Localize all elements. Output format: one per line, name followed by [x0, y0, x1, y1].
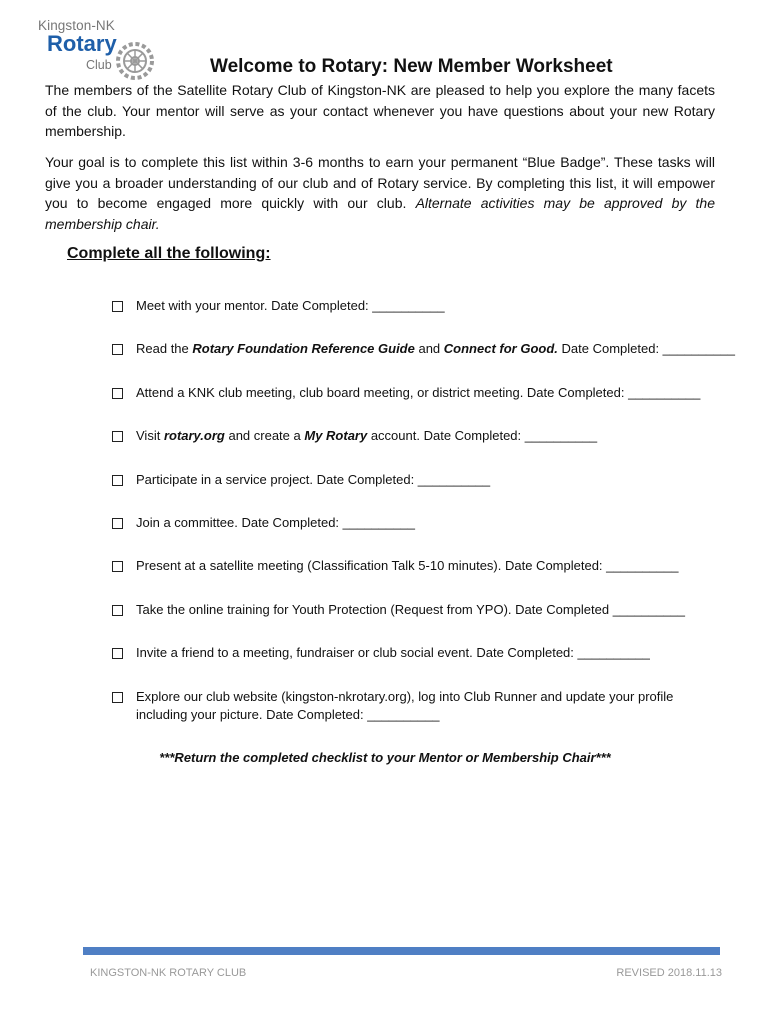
section-heading: Complete all the following: — [67, 245, 271, 262]
item-text: Visit — [136, 428, 164, 444]
checklist-item-classification — [112, 557, 712, 575]
item-text-bold: Connect for Good. — [443, 341, 558, 357]
item-text: and create a — [224, 428, 305, 444]
checkbox[interactable] — [112, 431, 123, 442]
item-text: Participate in a service project. Date Completed: __________ — [136, 471, 491, 487]
item-text: Date Completed: __________ — [557, 341, 735, 357]
item-text-bold: rotary.org — [163, 428, 225, 444]
item-text: Take the online training for Youth Protection (Request from YPO). Date Completed __________ — [136, 601, 685, 617]
item-text-bold: Rotary Foundation Reference Guide — [192, 341, 415, 357]
page-title: Welcome to Rotary: New Member Worksheet — [210, 56, 613, 77]
checkbox[interactable] — [112, 648, 123, 659]
checklist-item-website — [112, 688, 712, 724]
logo-line-kingston: Kingston-NK — [38, 18, 115, 33]
item-text: Invite a friend to a meeting, fundraiser or club social event. Date Completed: __________ — [136, 645, 650, 661]
checkbox[interactable] — [112, 561, 123, 572]
item-text: Join a committee. Date Completed: __________ — [136, 514, 415, 530]
return-note: ***Return the completed checklist to your Mentor or Membership Chair*** — [159, 750, 611, 765]
footer-left: KINGSTON-NK ROTARY CLUB — [90, 967, 247, 979]
footer-right: REVISED 2018.11.13 — [616, 967, 722, 979]
club-logo — [38, 18, 163, 80]
checklist-item-myrotary — [112, 427, 712, 445]
intro-paragraph-1: The members of the Satellite Rotary Club of Kingston-NK are pleased to help you explore the many facets of the club. Your mentor will serve as your contact whenever you have questions about your new Rotary membership. — [45, 82, 715, 139]
item-text-bold: My Rotary — [304, 428, 368, 444]
checkbox[interactable] — [112, 518, 123, 529]
item-text: account. Date Completed: __________ — [367, 428, 598, 444]
checkbox[interactable] — [112, 475, 123, 486]
intro-paragraph-2-text: Your goal is to complete this list within 3-6 months to earn your permanent “Blue Badge”. These tasks will give you a broader understanding of our club and of Rotary service. By completing this list, it will empower you to become engaged more quickly with our club. — [45, 154, 715, 211]
item-text: Attend a KNK club meeting, club board meeting, or district meeting. Date Completed: __________ — [136, 384, 701, 400]
checklist — [112, 297, 735, 749]
item-text: Read the — [136, 341, 193, 357]
checkbox[interactable] — [112, 344, 123, 355]
item-text: including your picture. Date Completed: __________ — [136, 706, 440, 722]
checklist-item-committee — [112, 514, 712, 532]
item-text: Meet with your mentor. Date Completed: __________ — [136, 298, 445, 313]
checkbox[interactable] — [112, 692, 123, 703]
logo-line-club: Club — [86, 58, 112, 72]
checkbox[interactable] — [112, 388, 123, 399]
checklist-item-service — [112, 471, 712, 489]
item-text: and — [414, 341, 444, 357]
intro-paragraph-2-italic: Alternate activities may be approved by the membership chair. — [45, 195, 715, 232]
intro-paragraph-2 — [45, 152, 715, 234]
item-text: Explore our club website (kingston-nkrotary.org), log into Club Runner and update your profile — [136, 688, 674, 704]
footer-bar — [83, 947, 720, 955]
item-text: Present at a satellite meeting (Classification Talk 5-10 minutes). Date Completed: __________ — [136, 558, 679, 574]
checklist-item-reading — [112, 340, 735, 358]
checkbox[interactable] — [112, 605, 123, 616]
checklist-item-mentor — [112, 297, 712, 315]
rotary-wheel-icon — [114, 40, 156, 82]
checkbox[interactable] — [112, 301, 123, 312]
checklist-item-youth-protection — [112, 601, 712, 619]
checklist-item-invite — [112, 644, 712, 662]
logo-line-rotary: Rotary — [47, 31, 117, 56]
checklist-item-meeting — [112, 384, 712, 402]
